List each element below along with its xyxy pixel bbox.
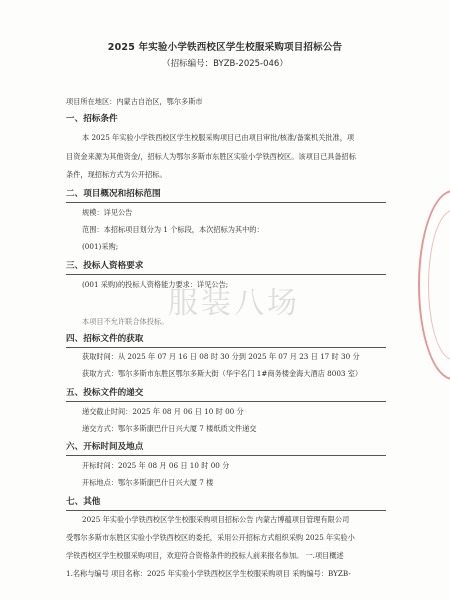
consortium-note: 本项目不允许联合体投标。 (82, 317, 169, 326)
section-divider (66, 274, 386, 275)
other-line-1: 2025 年实验小学铁西校区学生校服采购项目招标公告 内蒙古博蕴项目管理有限公司 (82, 515, 350, 524)
document-acquisition-method: 获取方式：鄂尔多斯市东胜区鄂尔多斯大街（华宇名门 1#商务楼金海大酒店 8003 室） (82, 369, 363, 378)
bid-opening-time: 开标时间：2025 年 08 月 06 日 10 时 00 分 (82, 461, 230, 470)
other-line-4: 1.名称与编号 项目名称：2025 年实验小学铁西校区学生校服采购项目 采购编号：BYZB- (66, 569, 351, 578)
other-line-3: 学铁西校区学生校服采购项目，欢迎符合资格条件的投标人前来报名参加。 一.项目概述 (66, 551, 344, 560)
tender-number: （招标编号：BYZB-2025-046） (162, 59, 288, 69)
section-heading-4: 四、招标文件的获取 (66, 334, 144, 344)
project-location: 项目所在地区：内蒙古自治区，鄂尔多斯市 (66, 97, 203, 106)
section-divider (66, 202, 386, 203)
submission-method: 递交方式：鄂尔多斯康巴什日兴大厦 7 楼纸质文件递交 (82, 424, 257, 433)
section-1-line-1: 本 2025 年实验小学铁西校区学生校服采购项目已由项目审批/核准/备案机关批准，项 (82, 133, 355, 142)
bidder-qualification: (001 采购)的投标人资格能力要求：详见公告; (82, 280, 229, 289)
project-lot: (001)采购; (82, 242, 119, 251)
project-scale: 规模：详见公告 (82, 208, 133, 217)
document-acquisition-time: 获取时间：从 2025 年 07 月 16 日 08 时 30 分到 2025 年 07 月 23 日 17 时 30 分 (82, 352, 360, 361)
section-divider (66, 347, 386, 348)
page-title: 2025 年实验小学铁西校区学生校服采购项目招标公告 (107, 42, 343, 53)
section-heading-7: 七、其他 (66, 497, 101, 507)
section-divider (66, 401, 386, 402)
submission-deadline: 递交截止时间：2025 年 08 月 06 日 10 时 00 分 (82, 407, 244, 416)
bid-opening-place: 开标地点：鄂尔多斯康巴什日兴大厦 7 楼 (82, 478, 214, 487)
project-scope: 范围：本招标项目划分为 1 个标段，本次招标为其中的： (82, 225, 264, 234)
section-heading-3: 三、投标人资格要求 (66, 261, 144, 271)
section-heading-5: 五、投标文件的递交 (66, 388, 144, 398)
section-heading-2: 二、项目概况和招标范围 (66, 189, 161, 199)
other-line-2: 受鄂尔多斯市东胜区实验小学铁西校区的委托，采用公开招标方式组织采购 2025 年实验小 (66, 533, 355, 542)
section-1-line-2: 目资金来源为其他资金/，招标人为鄂尔多斯市东胜区实验小学铁西校区。该项目已具备招标 (66, 152, 356, 161)
watermark: 服装八场 (168, 286, 300, 321)
section-heading-6: 六、开标时间及地点 (66, 442, 144, 452)
section-1-line-3: 条件，现招标方式为公开招标。 (66, 170, 167, 179)
section-divider (66, 510, 386, 511)
section-divider (66, 455, 386, 456)
section-heading-1: 一、招标条件 (66, 114, 118, 124)
